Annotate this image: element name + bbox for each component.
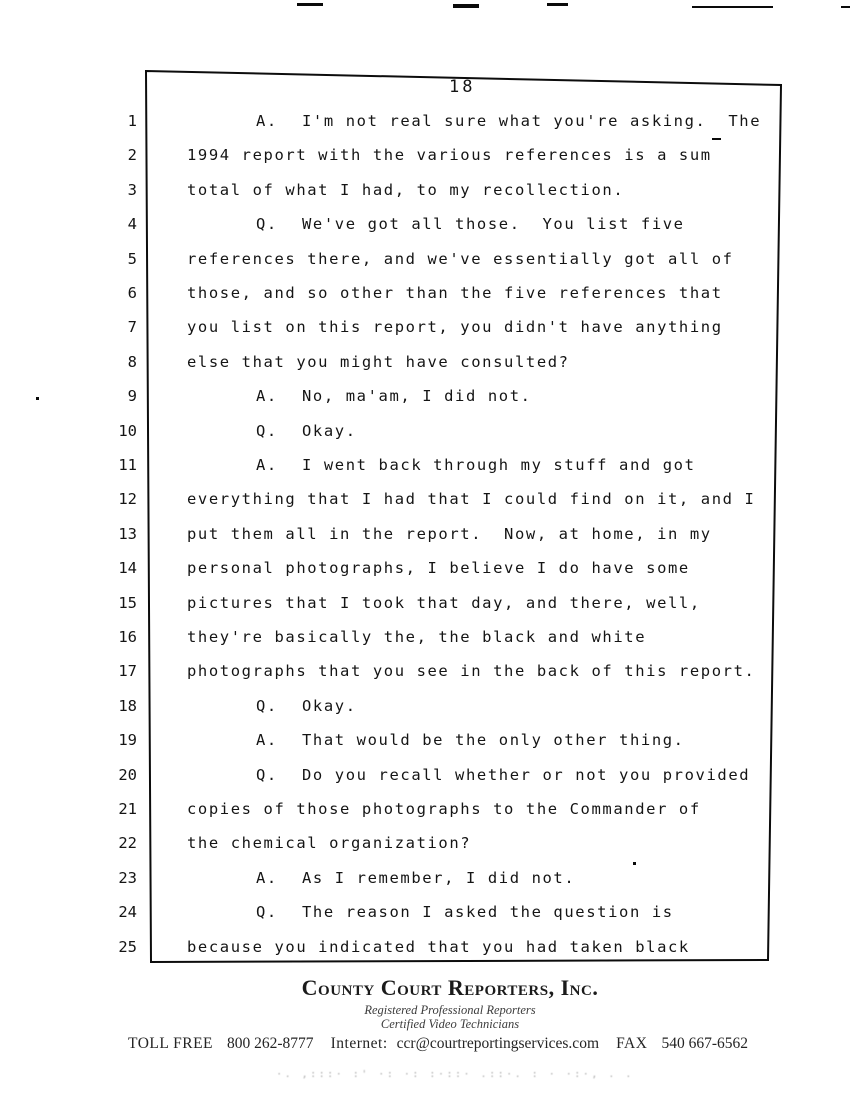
reporter-tagline-registered: Registered Professional Reporters xyxy=(364,1003,536,1017)
line-number: 19 xyxy=(118,731,137,750)
line-number: 7 xyxy=(127,318,137,337)
toll-free-group xyxy=(128,1035,314,1053)
line-number: 10 xyxy=(118,421,137,440)
transcript-line xyxy=(0,903,850,927)
fax-group xyxy=(616,1035,748,1053)
transcript-text: Q. The reason I asked the question is xyxy=(256,903,674,922)
transcript-text: A. I'm not real sure what you're asking. The xyxy=(256,112,762,130)
reporter-company-name: County Court Reporters, Inc. xyxy=(301,975,599,1000)
transcript-text: put them all in the report. Now, at home, in my xyxy=(187,524,712,543)
line-number: 2 xyxy=(127,146,137,165)
transcript-text: A. As I remember, I did not. xyxy=(256,868,576,887)
scan-artifact xyxy=(841,6,850,8)
transcript-line xyxy=(0,662,850,686)
internet-address: ccr@courtreportingservices.com xyxy=(396,1035,599,1052)
transcript-text: Q. We've got all those. You list five xyxy=(256,215,685,234)
speaker-marker: A. xyxy=(256,456,278,474)
line-number: 22 xyxy=(118,834,137,853)
speaker-marker: A. xyxy=(256,731,278,750)
speaker-marker: Q. xyxy=(256,421,278,440)
transcript-line xyxy=(0,422,850,446)
transcript-line xyxy=(0,318,850,342)
transcript-text: 1994 report with the various references is a sum xyxy=(187,146,712,165)
transcript-line xyxy=(0,559,850,583)
transcript-line xyxy=(0,456,850,480)
transcript-text: A. No, ma'am, I did not. xyxy=(256,387,532,406)
transcript-text: they're basically the, the black and white xyxy=(187,628,647,646)
line-number: 17 xyxy=(118,662,137,681)
fax-label: FAX xyxy=(616,1035,648,1052)
transcript-text: everything that I had that I could find on it, and I xyxy=(187,490,756,509)
scan-artifact xyxy=(453,4,479,8)
transcript-line xyxy=(0,628,850,652)
speaker-marker: Q. xyxy=(256,903,278,922)
transcript-line xyxy=(0,766,850,790)
scan-artifact xyxy=(633,862,636,865)
line-number: 18 xyxy=(118,696,137,715)
scan-artifact xyxy=(297,3,323,6)
transcript-line xyxy=(0,525,850,549)
transcript-text: you list on this report, you didn't have anything xyxy=(187,318,723,337)
transcript-line xyxy=(0,215,850,239)
line-number: 4 xyxy=(127,215,137,234)
line-number: 8 xyxy=(127,352,137,371)
transcript-line xyxy=(0,112,850,136)
scan-artifact xyxy=(692,6,773,8)
line-number: 6 xyxy=(127,284,137,302)
transcript-text: else that you might have consulted? xyxy=(187,352,570,371)
transcript-text: personal photographs, I believe I do have some xyxy=(187,559,690,578)
reporter-contact-line xyxy=(128,1035,748,1053)
transcript-line xyxy=(0,834,850,858)
transcript-text: photographs that you see in the back of this report. xyxy=(187,662,756,681)
line-number: 24 xyxy=(118,903,137,922)
transcript-line xyxy=(0,181,850,205)
transcript-line xyxy=(0,869,850,893)
transcript-text: pictures that I took that day, and there, well, xyxy=(187,593,701,612)
line-number: 23 xyxy=(118,868,137,887)
line-number: 3 xyxy=(127,180,137,199)
toll-free-label: TOLL FREE xyxy=(128,1035,214,1052)
speaker-marker: Q. xyxy=(256,696,278,715)
line-number: 25 xyxy=(118,937,137,956)
transcript-line xyxy=(0,284,850,308)
transcript-line xyxy=(0,387,850,411)
transcript-line xyxy=(0,800,850,824)
speaker-marker: A. xyxy=(256,112,278,130)
line-number: 5 xyxy=(127,249,137,268)
line-number: 14 xyxy=(118,559,137,578)
transcript-text: Q. Do you recall whether or not you provided xyxy=(256,765,751,784)
faint-illegible-stamp: ·. ,:::· :' ·: ·: :·::· .::·. : · ·:·, . . xyxy=(276,1069,634,1080)
transcript-text: references there, and we've essentially got all of xyxy=(187,249,734,268)
transcript-line xyxy=(0,594,850,618)
transcript-text: the chemical organization? xyxy=(187,834,472,853)
line-number: 11 xyxy=(118,456,137,474)
transcript-text: total of what I had, to my recollection. xyxy=(187,180,625,199)
speaker-marker: A. xyxy=(256,868,278,887)
transcript-line xyxy=(0,697,850,721)
scan-artifact xyxy=(712,138,721,140)
toll-free-number: 800 262-8777 xyxy=(227,1035,314,1052)
line-number: 21 xyxy=(118,800,137,818)
transcript-text: those, and so other than the five references that xyxy=(187,284,723,302)
line-number: 1 xyxy=(127,112,137,130)
transcript-line xyxy=(0,938,850,962)
transcript-text: because you indicated that you had taken black xyxy=(187,937,690,956)
scan-artifact xyxy=(547,3,568,6)
transcript-line xyxy=(0,250,850,274)
speaker-marker: Q. xyxy=(256,215,278,234)
internet-group xyxy=(331,1035,599,1053)
internet-label: Internet: xyxy=(330,1035,388,1052)
speaker-marker: A. xyxy=(256,387,278,406)
transcript-line xyxy=(0,146,850,170)
transcript-text: Q. Okay. xyxy=(256,696,357,715)
line-number: 15 xyxy=(118,593,137,612)
reporter-tagline-certified: Certified Video Technicians xyxy=(380,1017,520,1031)
page-number: 18 xyxy=(449,77,476,97)
fax-number: 540 667-6562 xyxy=(661,1035,748,1052)
line-number: 16 xyxy=(118,628,137,646)
speaker-marker: Q. xyxy=(256,765,278,784)
line-number: 9 xyxy=(127,387,137,406)
transcript-text: A. I went back through my stuff and got xyxy=(256,456,696,474)
transcript-text: copies of those photographs to the Commander of xyxy=(187,800,701,818)
line-number: 20 xyxy=(118,765,137,784)
transcript-line xyxy=(0,731,850,755)
transcript-line xyxy=(0,490,850,514)
transcript-text: Q. Okay. xyxy=(256,421,357,440)
transcript-text: A. That would be the only other thing. xyxy=(256,731,685,750)
transcript-line xyxy=(0,353,850,377)
line-number: 12 xyxy=(118,490,137,509)
line-number: 13 xyxy=(118,524,137,543)
